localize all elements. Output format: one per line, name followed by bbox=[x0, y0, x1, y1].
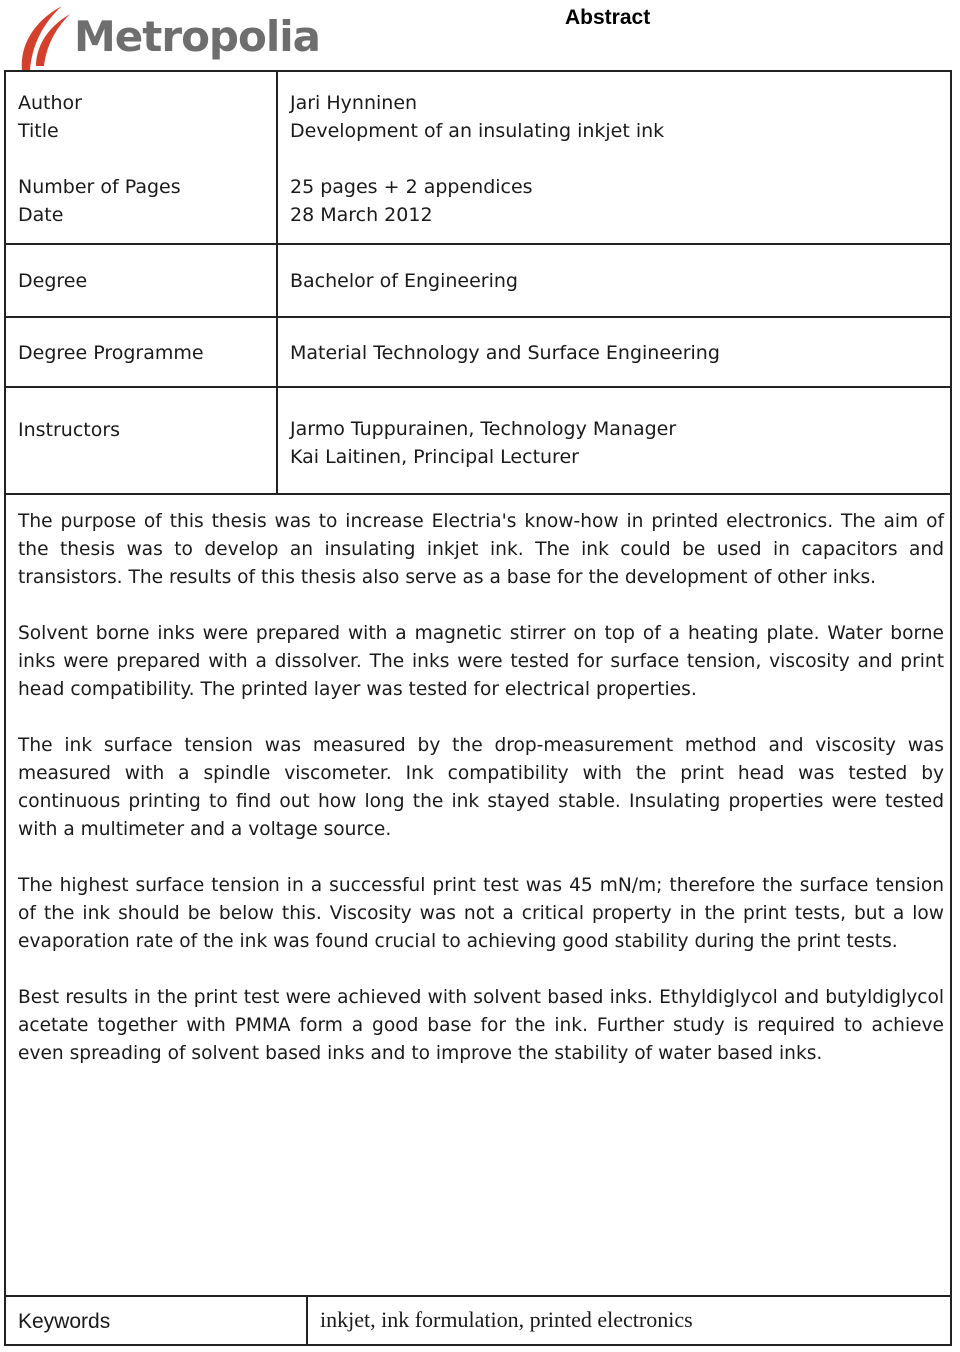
title-value: Development of an insulating inkjet ink bbox=[290, 120, 665, 142]
column-divider bbox=[276, 70, 278, 495]
date-value: 28 March 2012 bbox=[290, 204, 433, 226]
keywords-label: Keywords bbox=[18, 1310, 111, 1333]
pages-label: Number of Pages bbox=[18, 176, 181, 198]
author-label: Author bbox=[18, 92, 82, 114]
abstract-paragraph: The purpose of this thesis was to increase Electria's know-how in printed electronics. The aim of the thesis was to develop an insulating inkjet ink. The ink could be used in capacitors and transistors. The results of this thesis also serve as a base for the development of other inks. bbox=[18, 511, 944, 588]
author-value: Jari Hynninen bbox=[290, 92, 418, 114]
keywords-value: inkjet, ink formulation, printed electronics bbox=[320, 1307, 693, 1332]
logo-text: Metropolia bbox=[74, 12, 320, 61]
programme-value: Material Technology and Surface Engineering bbox=[290, 342, 720, 364]
divider bbox=[4, 243, 952, 245]
page-title: Abstract bbox=[565, 6, 651, 29]
programme-label: Degree Programme bbox=[18, 342, 204, 364]
abstract-paragraph: Solvent borne inks were prepared with a magnetic stirrer on top of a heating plate. Water borne inks were prepared with a dissolver. The inks were tested for surface tension, viscosity and print head compatibility. The printed layer was tested for electrical properties. bbox=[18, 623, 944, 700]
column-divider bbox=[306, 1295, 308, 1346]
instructor-1: Jarmo Tuppurainen, Technology Manager bbox=[290, 418, 677, 440]
metropolia-logo bbox=[14, 2, 324, 72]
instructor-2: Kai Laitinen, Principal Lecturer bbox=[290, 446, 579, 468]
logo-swoosh-icon bbox=[14, 2, 74, 72]
degree-label: Degree bbox=[18, 270, 88, 292]
divider bbox=[4, 493, 952, 495]
date-label: Date bbox=[18, 204, 64, 226]
pages-value: 25 pages + 2 appendices bbox=[290, 176, 533, 198]
divider bbox=[4, 316, 952, 318]
abstract-body bbox=[18, 508, 944, 1096]
abstract-paragraph: The ink surface tension was measured by the drop-measurement method and viscosity was measured with a spindle viscometer. Ink compatibility with the print head was tested by continuous printing to find out how long the ink stayed stable. Insulating properties were tested with a multimeter and a voltage source. bbox=[18, 735, 944, 840]
degree-value: Bachelor of Engineering bbox=[290, 270, 518, 292]
title-label: Title bbox=[18, 120, 59, 142]
instructors-label: Instructors bbox=[18, 419, 121, 441]
divider bbox=[4, 1295, 952, 1297]
abstract-paragraph: The highest surface tension in a successful print test was 45 mN/m; therefore the surface tension of the ink should be below this. Viscosity was not a critical property in the print tests, but a low evaporation rate of the ink was found crucial to achieving good stability during the print tests. bbox=[18, 875, 944, 952]
abstract-paragraph: Best results in the print test were achieved with solvent based inks. Ethyldiglycol and butyldiglycol acetate together with PMMA form a good base for the ink. Further study is required to achieve even spreading of solvent based inks and to improve the stability of water based inks. bbox=[18, 987, 944, 1064]
divider bbox=[4, 386, 952, 388]
